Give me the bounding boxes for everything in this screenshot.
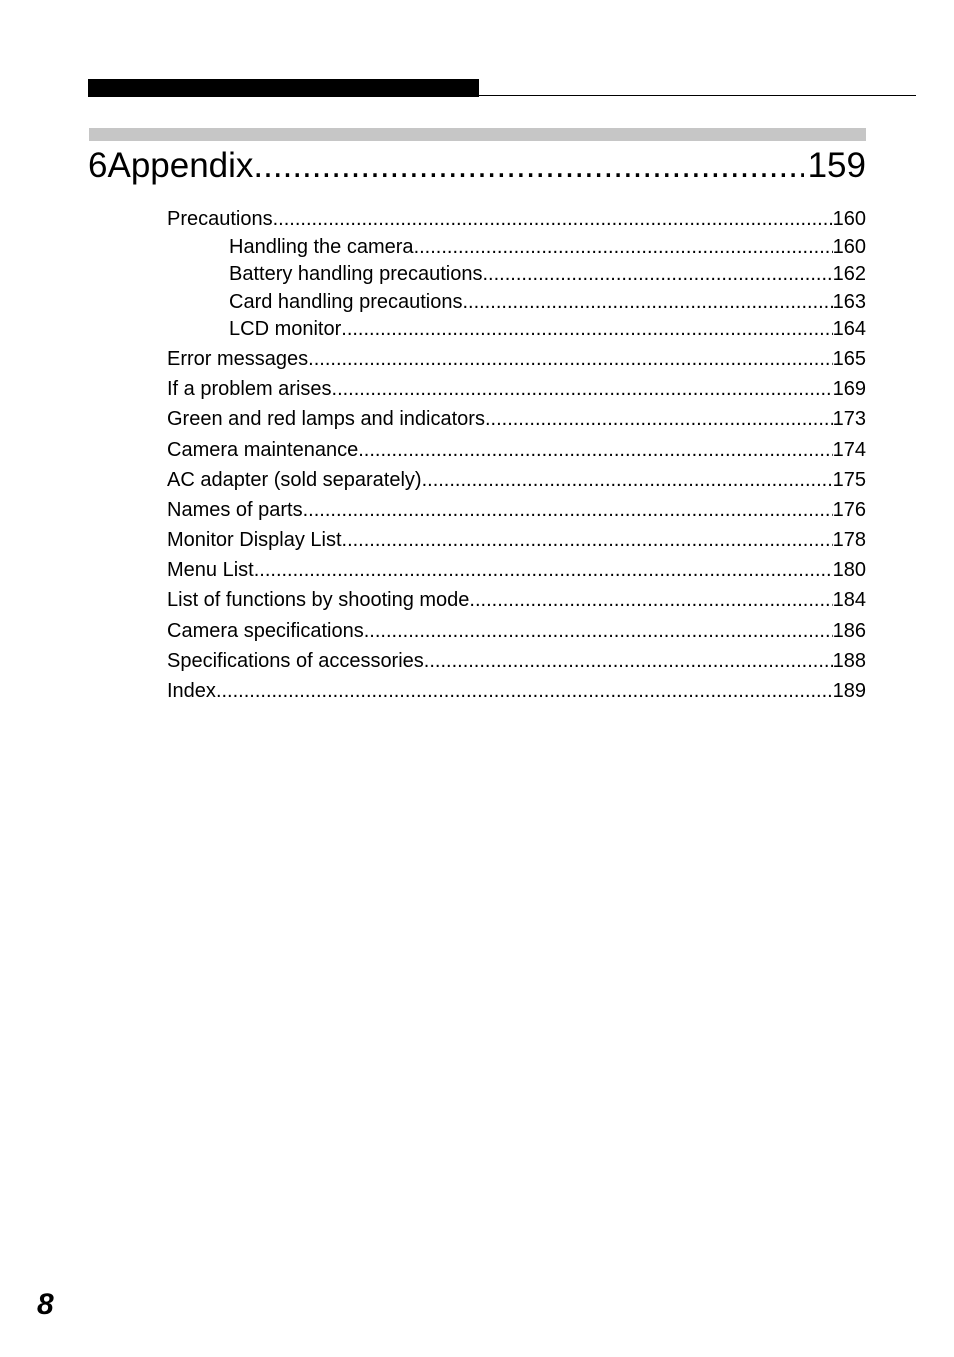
toc-entry-page: 163 (832, 291, 866, 313)
toc-entry[interactable] (167, 437, 866, 463)
toc-entry-leader-dots (273, 206, 833, 232)
toc-entry-page: 178 (832, 529, 866, 551)
toc-entry[interactable] (167, 678, 866, 704)
chapter-gray-bar (89, 128, 866, 141)
toc-entry-page: 160 (832, 236, 866, 258)
toc-entry-label: List of functions by shooting mode (167, 589, 470, 611)
page-number: 8 (37, 1288, 54, 1321)
toc-entry[interactable] (167, 376, 866, 402)
toc-entry-leader-dots (422, 467, 833, 493)
toc-entry[interactable] (167, 406, 866, 432)
toc-entry-leader-dots (424, 648, 833, 674)
toc-entry[interactable] (167, 497, 866, 523)
toc-entry-label: Card handling precautions (229, 291, 463, 313)
toc-entry-leader-dots (358, 437, 832, 463)
toc-entry[interactable] (167, 557, 866, 583)
toc-entry[interactable] (167, 587, 866, 613)
toc-entry-page: 189 (832, 680, 866, 702)
toc-entry-page: 175 (832, 469, 866, 491)
toc-entry-label: Specifications of accessories (167, 650, 424, 672)
toc-entry[interactable] (167, 346, 866, 372)
toc-entry-page: 162 (832, 263, 866, 285)
toc-entry[interactable] (167, 648, 866, 674)
toc-entry-label: If a problem arises (167, 378, 332, 400)
toc-entry-label: Menu List (167, 559, 254, 581)
toc-entry-leader-dots (332, 376, 833, 402)
chapter-page-number: 159 (807, 146, 866, 185)
header-black-bar (88, 79, 479, 97)
chapter-heading[interactable] (88, 143, 866, 189)
toc-entry-label: Names of parts (167, 499, 303, 521)
toc-entry-label: Green and red lamps and indicators (167, 408, 485, 430)
toc-entry-leader-dots (254, 557, 833, 583)
toc-entry-page: 180 (832, 559, 866, 581)
toc-entry-page: 184 (832, 589, 866, 611)
toc-entry-leader-dots (216, 678, 833, 704)
toc-entry-leader-dots (364, 618, 833, 644)
header-rule (479, 95, 916, 96)
toc-entry-leader-dots (308, 346, 832, 372)
toc-entry[interactable] (229, 289, 866, 315)
toc-entry-page: 169 (832, 378, 866, 400)
toc-entry[interactable] (229, 316, 866, 342)
toc-entry[interactable] (229, 234, 866, 260)
toc-entry-label: LCD monitor (229, 318, 342, 340)
toc-entry-leader-dots (341, 316, 832, 342)
toc-entry-leader-dots (303, 497, 833, 523)
toc-entry-page: 165 (832, 348, 866, 370)
toc-entry-label: Camera maintenance (167, 439, 359, 461)
toc-entry-leader-dots (469, 587, 832, 613)
toc-entry-label: Error messages (167, 348, 309, 370)
toc-entry-label: Monitor Display List (167, 529, 342, 551)
toc-entry-label: Precautions (167, 208, 273, 230)
toc-entry-page: 186 (832, 620, 866, 642)
toc-entry-leader-dots (485, 406, 833, 432)
chapter-title: Appendix (107, 146, 254, 185)
toc-entry-leader-dots (414, 234, 833, 260)
toc-entry-label: Index (167, 680, 216, 702)
chapter-number: 6 (88, 146, 108, 185)
toc-entry-page: 176 (832, 499, 866, 521)
toc-entry-leader-dots (483, 261, 833, 287)
toc-entry-label: Camera specifications (167, 620, 364, 642)
chapter-leader-dots (253, 143, 803, 189)
toc-entry-leader-dots (463, 289, 833, 315)
toc-entry-label: Handling the camera (229, 236, 414, 258)
toc-entry[interactable] (167, 527, 866, 553)
toc-entry[interactable] (167, 618, 866, 644)
toc-entry-page: 188 (832, 650, 866, 672)
toc-entry-page: 160 (832, 208, 866, 230)
toc-entry-label: Battery handling precautions (229, 263, 483, 285)
toc-entry-leader-dots (342, 527, 833, 553)
toc-entry[interactable] (229, 261, 866, 287)
toc-entry-page: 173 (832, 408, 866, 430)
toc-entry[interactable] (167, 206, 866, 232)
toc-entry-page: 174 (832, 439, 866, 461)
toc-entry[interactable] (167, 467, 866, 493)
toc-entry-page: 164 (832, 318, 866, 340)
toc-entry-label: AC adapter (sold separately) (167, 469, 422, 491)
